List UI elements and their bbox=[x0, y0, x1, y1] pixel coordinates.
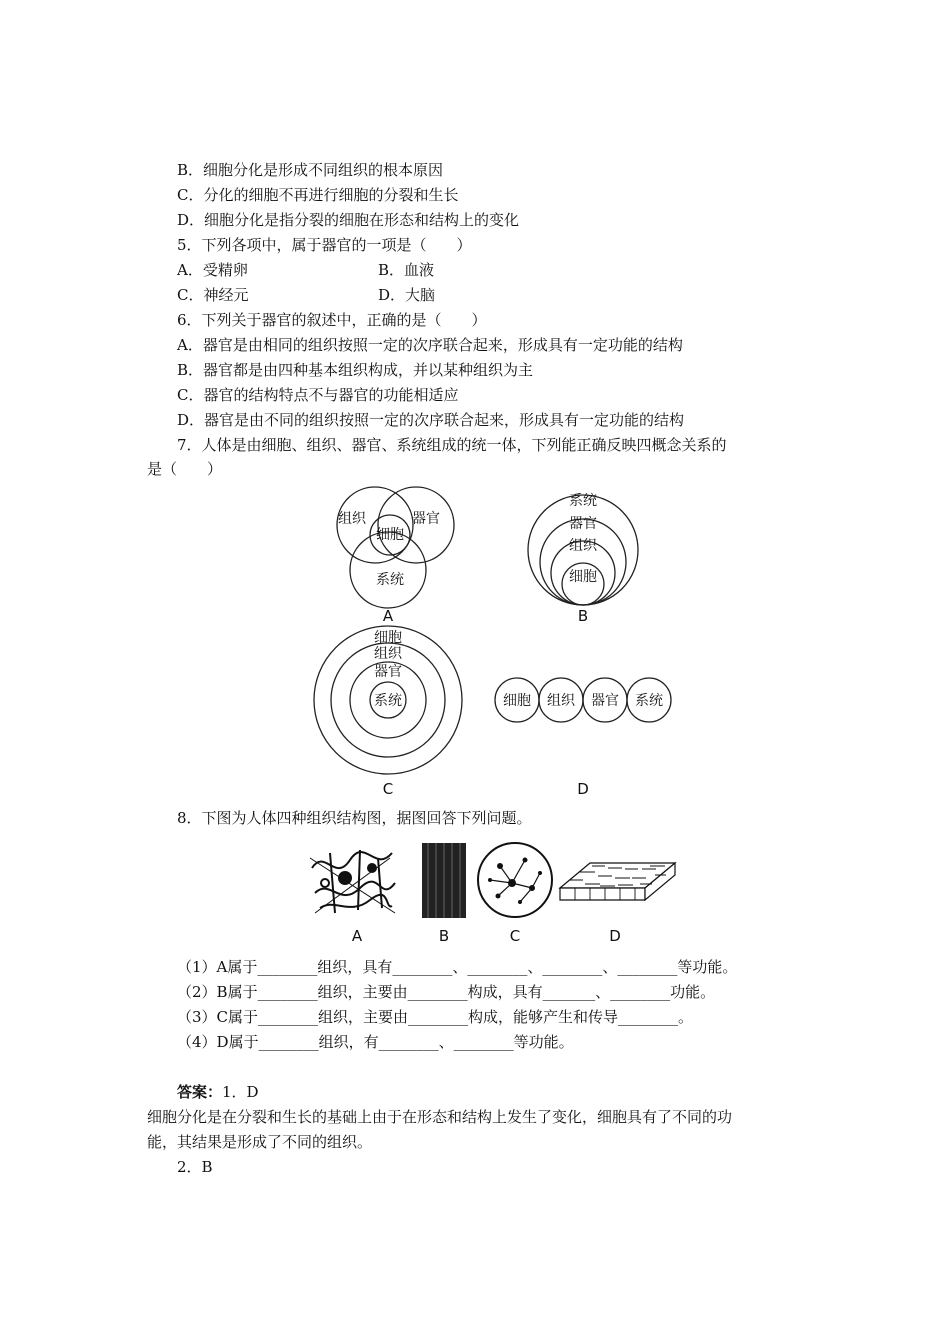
q4-option-b: B．细胞分化是形成不同组织的根本原因 bbox=[177, 161, 444, 179]
q8-stem: 8．下图为人体四种组织结构图，据图回答下列问题。 bbox=[177, 809, 532, 827]
diagram-d-system-label: 系统 bbox=[635, 693, 663, 709]
diagram-b-system-label: 系统 bbox=[569, 493, 597, 509]
q6-option-b: B．器官都是由四种基本组织构成，并以某种组织为主 bbox=[177, 361, 534, 379]
tissue-a-image bbox=[308, 846, 396, 916]
diagram-d-tissue-label: 组织 bbox=[547, 693, 575, 709]
diagram-label-c: C bbox=[382, 780, 394, 798]
diagram-c-system-label: 系统 bbox=[374, 693, 402, 709]
diagram-a-system-label: 系统 bbox=[376, 572, 404, 588]
diagram-a-system-circle bbox=[350, 532, 426, 608]
tissue-label-c: C bbox=[509, 927, 521, 945]
diagram-label-a: A bbox=[382, 607, 394, 625]
diagram-d-organ-label: 器官 bbox=[591, 693, 619, 709]
tissue-c-image bbox=[478, 843, 552, 917]
diagram-label-b: B bbox=[577, 607, 589, 625]
q4-option-c: C．分化的细胞不再进行细胞的分裂和生长 bbox=[177, 186, 459, 204]
answer-2: 2．B bbox=[177, 1158, 213, 1176]
diagram-a-cell-label: 细胞 bbox=[376, 527, 404, 543]
q5-option-d: D．大脑 bbox=[378, 286, 436, 304]
diagram-a-tissue-label: 组织 bbox=[338, 511, 366, 527]
q5-option-c: C．神经元 bbox=[177, 286, 249, 304]
diagram-c-organ-label: 器官 bbox=[374, 664, 402, 680]
answer-1-explain-line1: 细胞分化是在分裂和生长的基础上由于在形态和结构上发生了变化，细胞具有了不同的功 bbox=[147, 1108, 733, 1126]
q7-concept-diagrams bbox=[300, 480, 700, 800]
q8-tissue-figures bbox=[300, 838, 680, 948]
q8-sub1: （1）A属于________组织，具有________、________、________、________等功能。 bbox=[177, 958, 738, 976]
q7-stem-line2: 是（ ） bbox=[147, 460, 223, 478]
q5-stem: 5．下列各项中，属于器官的一项是（ ） bbox=[177, 236, 472, 254]
answers-title: 答案： bbox=[177, 1083, 223, 1101]
tissue-b-image bbox=[422, 843, 466, 918]
q8-sub2: （2）B属于________组织，主要由________构成，具有_______、________功能。 bbox=[177, 983, 716, 1001]
diagram-b-cell-label: 细胞 bbox=[569, 569, 597, 585]
q7-stem-line1: 7．人体是由细胞、组织、器官、系统组成的统一体，下列能正确反映四概念关系的 bbox=[177, 436, 727, 454]
q6-option-d: D．器官是由不同的组织按照一定的次序联合起来，形成具有一定功能的结构 bbox=[177, 411, 685, 429]
q6-option-c: C．器官的结构特点不与器官的功能相适应 bbox=[177, 386, 459, 404]
diagram-c-tissue-label: 组织 bbox=[374, 646, 402, 662]
diagram-a-organ-label: 器官 bbox=[412, 511, 440, 527]
q5-option-b: B．血液 bbox=[378, 261, 435, 279]
diagram-b-organ-label: 器官 bbox=[569, 516, 597, 532]
answers-heading bbox=[177, 1082, 259, 1102]
q5-option-a: A．受精卵 bbox=[177, 261, 248, 279]
diagram-d-cell-label: 细胞 bbox=[503, 693, 531, 709]
q8-sub3: （3）C属于________组织，主要由________构成，能够产生和传导________。 bbox=[177, 1008, 694, 1026]
tissue-label-d: D bbox=[609, 927, 621, 945]
q8-sub4: （4）D属于________组织，有________、________等功能。 bbox=[177, 1033, 574, 1051]
tissue-d-image bbox=[560, 863, 675, 900]
q4-option-d: D．细胞分化是指分裂的细胞在形态和结构上的变化 bbox=[177, 211, 520, 229]
diagram-c-cell-label: 细胞 bbox=[374, 630, 402, 646]
q6-stem: 6．下列关于器官的叙述中，正确的是（ ） bbox=[177, 311, 487, 329]
diagram-label-d: D bbox=[577, 780, 589, 798]
answer-1-explain-line2: 能，其结果是形成了不同的组织。 bbox=[147, 1133, 373, 1151]
tissue-label-a: A bbox=[351, 927, 363, 945]
diagram-b-tissue-label: 组织 bbox=[569, 538, 597, 554]
q6-option-a: A．器官是由相同的组织按照一定的次序联合起来，形成具有一定功能的结构 bbox=[177, 336, 683, 354]
answer-1: 1．D bbox=[222, 1083, 259, 1101]
tissue-label-b: B bbox=[438, 927, 450, 945]
